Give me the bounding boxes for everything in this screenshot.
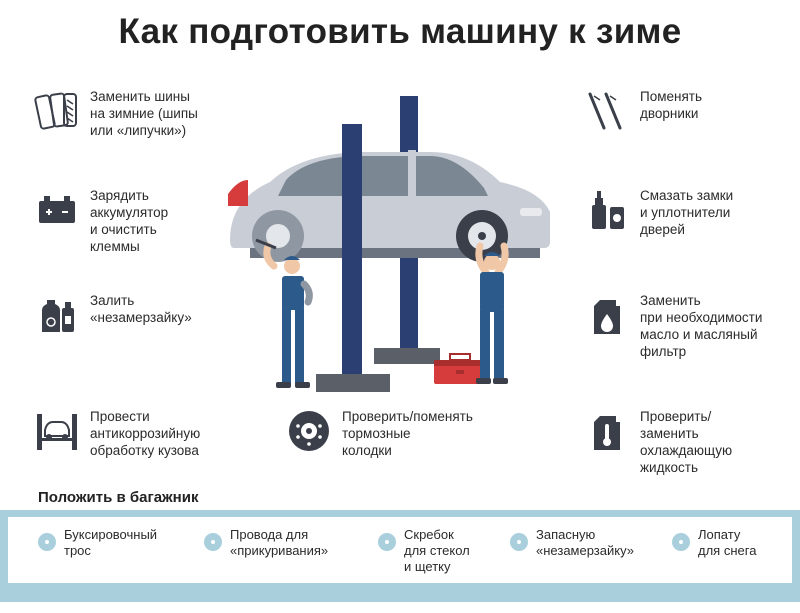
trunk-item-spare-antifreeze	[510, 527, 634, 559]
bullet-icon	[378, 533, 396, 551]
oil-canister-icon	[584, 292, 630, 338]
tip-brakes	[286, 408, 473, 459]
bottom-strip	[0, 602, 800, 613]
lift-post-front	[342, 124, 362, 376]
tip-tires	[34, 88, 198, 139]
car-lift-illustration	[220, 90, 560, 400]
trunk-item-tow-rope	[38, 527, 157, 559]
trunk-title: Положить в багажник	[38, 489, 199, 506]
trunk-panel-inner	[8, 517, 792, 583]
tip-battery	[34, 187, 168, 255]
mechanic-right	[476, 246, 508, 384]
tip-antifreeze	[34, 292, 192, 338]
trunk-item-shovel	[672, 527, 756, 559]
lift-base-front	[316, 374, 390, 392]
car-lift-icon	[34, 408, 80, 454]
coolant-canister-icon	[584, 408, 630, 454]
page-title: Как подготовить машину к зиме	[118, 12, 682, 51]
bullet-icon	[510, 533, 528, 551]
tip-wipers	[584, 88, 702, 134]
tip-wipers-text: Поменять дворники	[640, 89, 702, 121]
tip-locks	[584, 187, 733, 238]
tip-anticorrosion	[34, 408, 200, 459]
tip-antifreeze-text: Залить «незамерзайку»	[90, 293, 192, 325]
bullet-icon	[672, 533, 690, 551]
tires-icon	[34, 88, 80, 134]
tip-brakes-text: Проверить/поменять тормозные колодки	[342, 409, 473, 458]
brake-disc-icon	[286, 408, 332, 454]
lift-base-back	[374, 348, 440, 364]
tip-oil-text: Заменить при необходимости масло и масляный фильтр	[640, 293, 763, 359]
tip-locks-text: Смазать замки и уплотнители дверей	[640, 188, 734, 237]
antifreeze-bottles-icon	[34, 292, 80, 338]
trunk-item-scraper	[378, 527, 470, 575]
lubricant-icon	[584, 187, 630, 233]
trunk-item-jumper-cables	[204, 527, 328, 559]
trunk-item-text: Провода для «прикуривания»	[230, 527, 329, 558]
bullet-icon	[38, 533, 56, 551]
tip-tires-text: Заменить шины на зимние (шипы или «липучки»)	[90, 89, 198, 138]
tip-oil	[584, 292, 762, 360]
trunk-item-text: Буксировочный трос	[64, 527, 158, 558]
trunk-item-text: Скребок для стекол и щетку	[404, 527, 470, 574]
tip-coolant-text: Проверить/ заменить охлаждающую жидкость	[640, 409, 733, 475]
battery-icon	[34, 187, 80, 233]
mechanic-left	[256, 240, 310, 388]
bullet-icon	[204, 533, 222, 551]
wipers-icon	[584, 88, 630, 134]
tip-anticorrosion-text: Провести антикоррозийную обработку кузова	[90, 409, 201, 458]
tip-coolant	[584, 408, 732, 476]
trunk-item-text: Запасную «незамерзайку»	[536, 527, 634, 558]
tip-battery-text: Зарядить аккумулятор и очистить клеммы	[90, 188, 169, 254]
trunk-item-text: Лопату для снега	[698, 527, 757, 558]
trunk-panel	[0, 510, 800, 602]
